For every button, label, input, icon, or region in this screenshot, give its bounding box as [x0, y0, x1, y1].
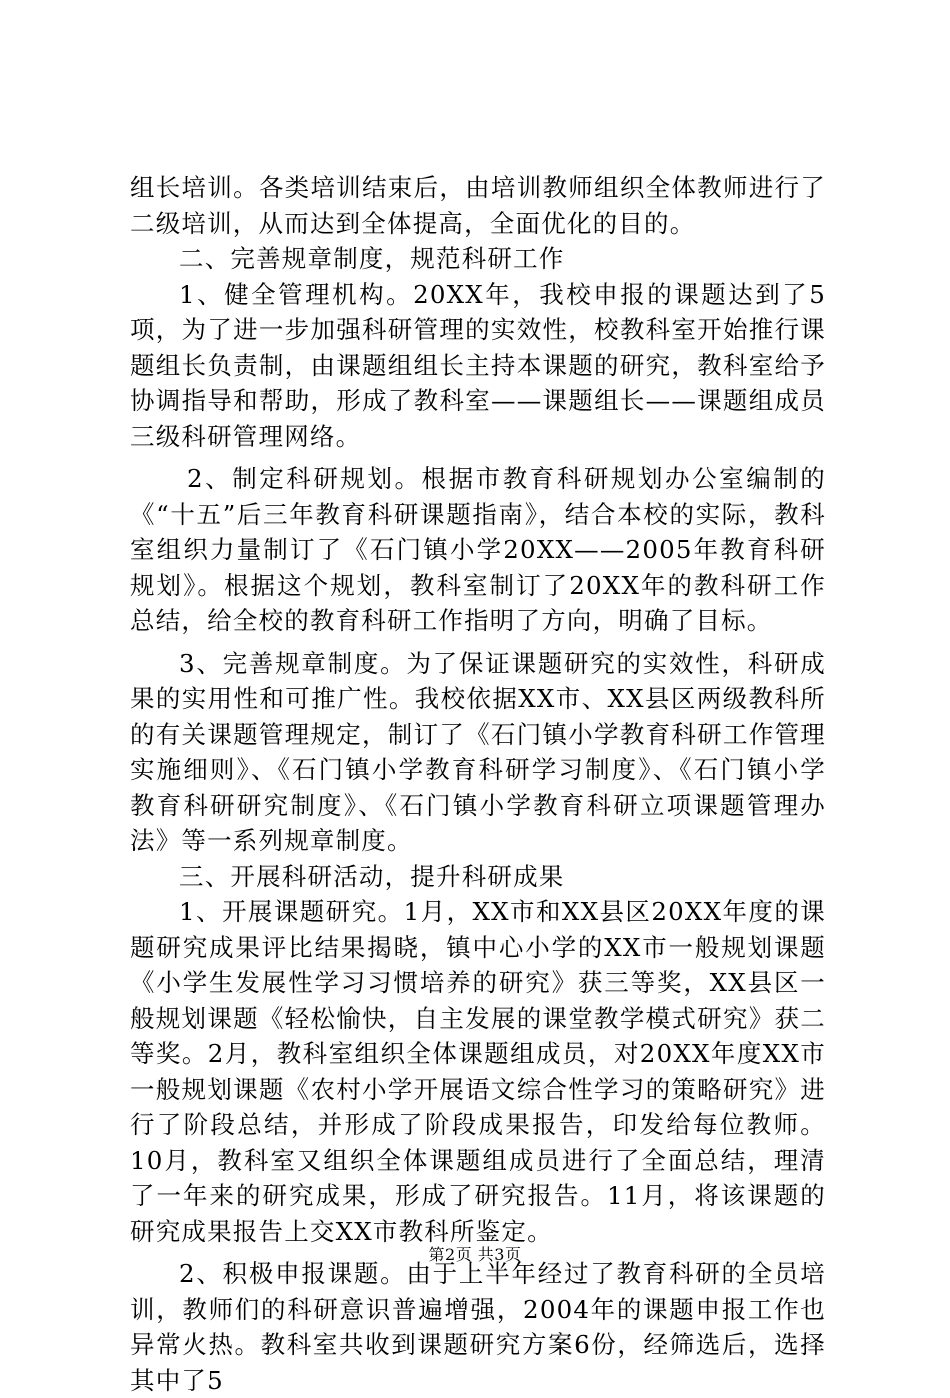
paragraph-topic-application: 2、积极申报课题。由于上半年经过了教育科研的全员培训，教师们的科研意识普遍增强，2004年的课题申报工作也异常火热。教科室共收到课题研究方案6份，经筛选后，选择其中了5: [130, 1259, 826, 1395]
paragraph-regulations: 3、完善规章制度。为了保证课题研究的实效性，科研成果的实用性和可推广性。我校依据XX市、XX县区两级教科所的有关课题管理规定，制订了《石门镇小学教育科研工作管理实施细则》、《石门镇小学教育科研学习制度》、《石门镇小学教育科研研究制度》、《石门镇小学教育科研立项课题管理办法》等一系列规章制度。: [130, 648, 826, 855]
section-heading-2: 二、完善规章制度，规范科研工作: [179, 244, 565, 273]
paragraph-training-summary: 组长培训。各类培训结束后，由培训教师组织全体教师进行了二级培训，从而达到全体提高，全面优化的目的。: [130, 173, 826, 238]
document-body: [130, 170, 826, 1398]
paragraph-management-structure: 1、健全管理机构。20XX年，我校申报的课题达到了5项，为了进一步加强科研管理的实效性，校教科室开始推行课题组长负责制，由课题组组长主持本课题的研究，教科室给予协调指导和帮助，形成了教科室——课题组长——课题组成员三级科研管理网络。: [130, 279, 826, 451]
paragraph-research-plan: 2、制定科研规划。根据市教育科研规划办公室编制的《“十五”后三年教育科研课题指南》，结合本校的实际，教科室组织力量制订了《石门镇小学20XX——2005年教育科研规划》。根据这个规划，教科室制订了20XX年的教科研工作总结，给全校的教育科研工作指明了方向，明确了目标。: [130, 464, 826, 635]
section-heading-3: 三、开展科研活动，提升科研成果: [179, 861, 565, 891]
paragraph-topic-research: 1、开展课题研究。1月，XX市和XX县区20XX年度的课题研究成果评比结果揭晓，镇中心小学的XX市一般规划课题《小学生发展性学习习惯培养的研究》获三等奖，XX县区一般规划课题《轻松愉快，自主发展的课堂教学模式研究》获二等奖。2月，教科室组织全体课题组成员，对20XX年度XX市一般规划课题《农村小学开展语文综合性学习的策略研究》进行了阶段总结，并形成了阶段成果报告，印发给每位教师。10月，教科室又组织全体课题组成员进行了全面总结，理清了一年来的研究成果，形成了研究报告。11月，将该课题的研究成果报告上交XX市教科所鉴定。: [130, 897, 826, 1246]
page-footer: 第2页 共3页: [428, 1245, 522, 1264]
